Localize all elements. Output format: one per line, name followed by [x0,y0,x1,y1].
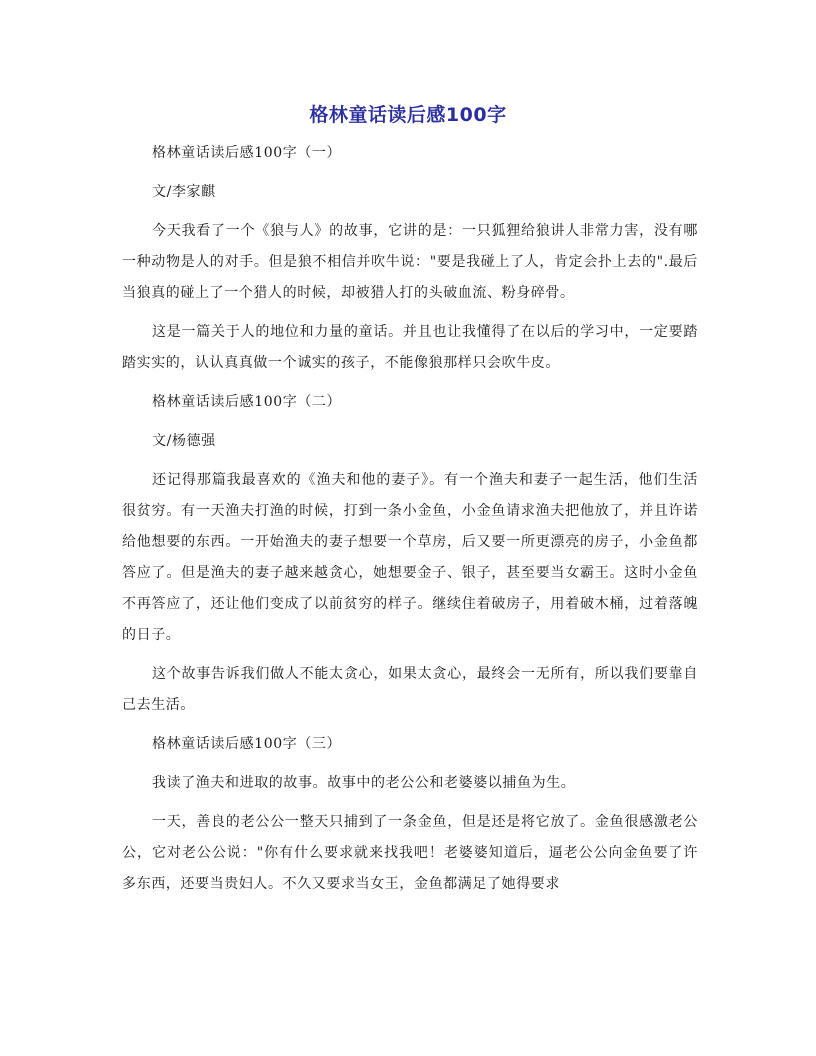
paragraph-6: 一天，善良的老公公一整天只捕到了一条金鱼，但是还是将它放了。金鱼很感激老公公，它对老公公说："你有什么要求就来找我吧！老婆婆知道后，逼老公公向金鱼要了许多东西，还要当贵妇人。不久又要求当女王，金鱼都满足了她得要求 [122,814,698,892]
section-heading-1: 格林童话读后感100字（一） [152,145,342,161]
author-line-1: 文/李家麒 [152,184,216,200]
author-line-2: 文/杨德强 [152,433,216,449]
paragraph-5: 我读了渔夫和进取的故事。故事中的老公公和老婆婆以捕鱼为生。 [152,775,576,791]
paragraph-2: 这是一篇关于人的地位和力量的童话。并且也让我懂得了在以后的学习中，一定要踏踏实实的，认认真真做一个诚实的孩子，不能像狼那样只会吹牛皮。 [122,324,698,371]
section-heading-3: 格林童话读后感100字（三） [152,736,342,752]
paragraph-3: 还记得那篇我最喜欢的《渔夫和他的妻子》。有一个渔夫和妻子一起生活，他们生活很贫穷。有一天渔夫打渔的时候，打到一条小金鱼，小金鱼请求渔夫把他放了，并且许诺给他想要的东西。一开始渔夫的妻子想要一个草房，后又要一所更漂亮的房子，小金鱼都答应了。但是渔夫的妻子越来越贪心，她想要金子、银子，甚至要当女霸王。这时小金鱼不再答应了，还让他们变成了以前贫穷的样子。继续住着破房子，用着破木桶，过着落魄的日子。 [122,472,698,643]
paragraph-4: 这个故事告诉我们做人不能太贪心，如果太贪心，最终会一无所有，所以我们要靠自己去生活。 [122,666,698,713]
document-body [122,138,698,900]
document-title: 格林童话读后感100字 [309,104,507,126]
paragraph-1: 今天我看了一个《狼与人》的故事，它讲的是：一只狐狸给狼讲人非常力害，没有哪一种动物是人的对手。但是狼不相信并吹牛说："要是我碰上了人，肯定会扑上去的".最后当狼真的碰上了一个猎人的时候，却被猎人打的头破血流、粉身碎骨。 [122,223,698,301]
section-heading-2: 格林童话读后感100字（二） [152,394,342,410]
